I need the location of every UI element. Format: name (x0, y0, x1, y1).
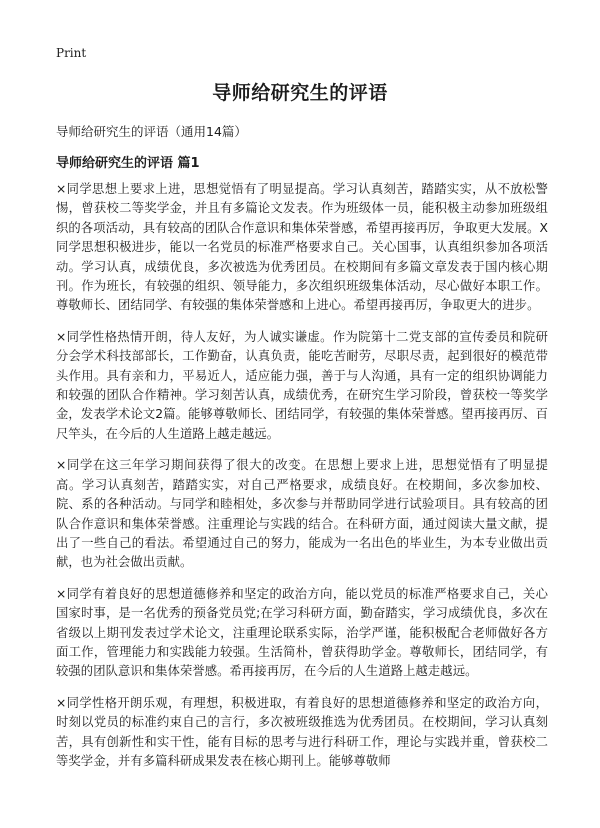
paragraph-1: ×同学思想上要求上进，思想觉悟有了明显提高。学习认真刻苦，踏踏实实，从不放松警惕，曾获校二等奖学金，并且有多篇论文发表。作为班级体一员，能积极主动参加班级组织的各项活动，具有较高的团队合作意识和集体荣誉感，希望再接再厉，争取更大发展。X同学思想积极进步，能以一名党员的标准严格要求自己。关心国事，认真组织参加各项活动。学习认真，成绩优良，多次被选为优秀团员。在校期间有多篇文章发表于国内核心期刊。作为班长，有较强的组织、领导能力，多次组织班级集体活动，尽心做好本职工作。尊敬师长、团结同学、有较强的集体荣誉感和上进心。希望再接再厉，争取更大的进步。 (56, 182, 549, 313)
document-body (56, 180, 548, 783)
paragraph-2: ×同学性格热情开朗，待人友好，为人诚实谦虚。作为院第十二党支部的宣传委员和院研分会学术科技部部长，工作勤奋，认真负责，能吃苦耐劳，尽职尽责，起到很好的模范带头作用。具有亲和力，平易近人，适应能力强，善于与人沟通，具有一定的组织协调能力和较强的团队合作精神。学习刻苦认真，成绩优秀，在研究生学习阶段，曾获校一等奖学金，发表学术论文2篇。能够尊敬师长、团结同学，有较强的集体荣誉感。望再接再厉、百尺竿头，在今后的人生道路上越走越远。 (56, 329, 548, 441)
section-heading: 导师给研究生的评语 篇1 (56, 156, 200, 171)
paragraph-3: ×同学在这三年学习期间获得了很大的改变。在思想上要求上进，思想觉悟有了明显提高。学习认真刻苦，踏踏实实，对自己严格要求，成绩良好。在校期间，多次参加校、院、系的各种活动。与同学和睦相处，多次参与并帮助同学进行试验项目。具有较高的团队合作意识和集体荣誉感。注重理论与实践的结合。在科研方面，通过阅读大量文献，提出了一些自己的看法。希望通过自己的努力，能成为一名出色的毕业生，为本专业做出贡献，也为社会做出贡献。 (56, 458, 548, 570)
document-subtitle: 导师给研究生的评语（通用14篇） (56, 124, 247, 139)
paragraph-4: ×同学有着良好的思想道德修养和坚定的政治方向，能以党员的标准严格要求自己，关心国家时事，是一名优秀的预备党员党;在学习科研方面，勤奋踏实，学习成绩优良，多次在省级以上期刊发表过学术论文，注重理论联系实际，治学严谨，能积极配合老师做好各方面工作，管理能力和实践能力较强。生活简朴，曾获得助学金。尊敬师长，团结同学，有较强的团队意识和集体荣誉感。希再接再厉，在今后的人生道路上越走越远。 (56, 586, 548, 679)
document-title: 导师给研究生的评语 (212, 82, 388, 104)
print-link[interactable]: Print (56, 46, 87, 60)
paragraph-5: ×同学性格开朗乐观，有理想，积极进取，有着良好的思想道德修养和坚定的政治方向，时刻以党员的标准约束自己的言行，多次被班级推选为优秀团员。在校期间，学习认真刻苦，具有创新性和实干性，能有目标的思考与进行科研工作，理论与实践并重，曾获校二等奖学金，并有多篇科研成果发表在核心期刊上。能够尊敬师 (56, 695, 548, 768)
